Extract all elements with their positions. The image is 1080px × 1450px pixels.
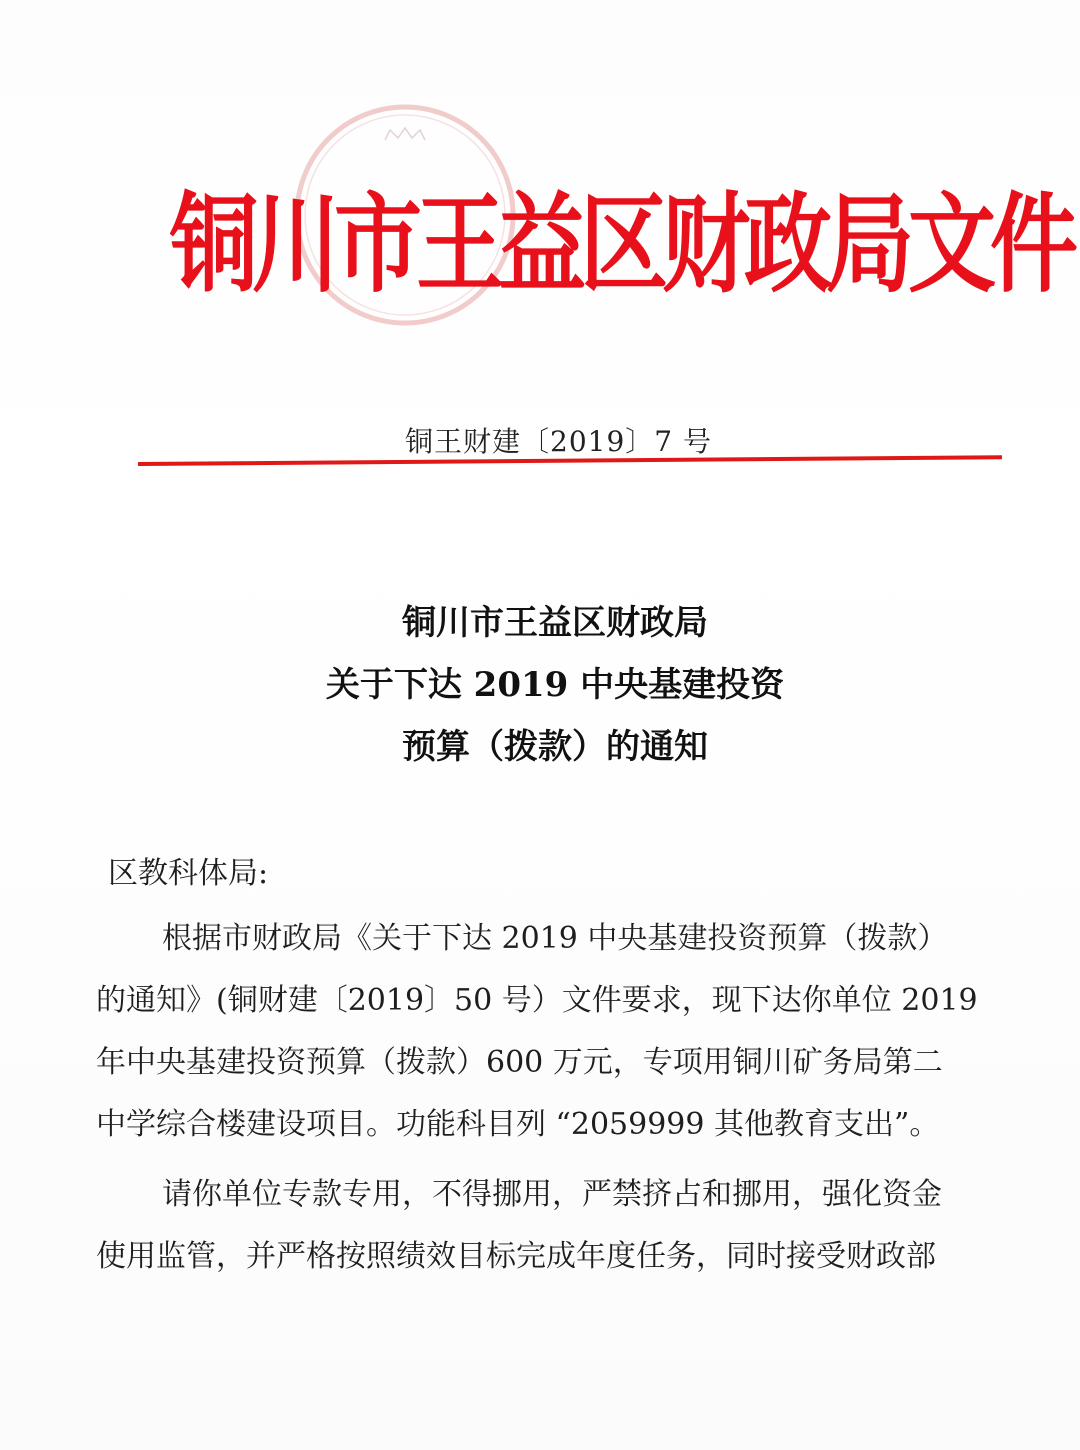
- recipient-salutation: 区教科体局:: [108, 856, 269, 891]
- paragraph-2-line-2: 使用监管，并严格按照绩效目标完成年度任务，同时接受财政部: [96, 1239, 936, 1274]
- paragraph-2-line-1: 请你单位专款专用，不得挪用，严禁挤占和挪用，强化资金: [162, 1177, 942, 1212]
- document-number: 铜王财建〔2019〕7 号: [405, 425, 712, 458]
- notice-title-line-2: 关于下达 2019 中央基建投资: [325, 665, 785, 705]
- document-header-title: 铜川市王益区财政局文件: [170, 181, 1073, 308]
- notice-title: [0, 592, 1080, 778]
- paragraph-1-line-4: 中学综合楼建设项目。功能科目列 “2059999 其他教育支出”。: [96, 1107, 940, 1142]
- paragraph-1-line-3: 年中央基建投资预算（拨款）600 万元，专项用铜川矿务局第二: [96, 1045, 943, 1080]
- paragraph-1-line-1: 根据市财政局《关于下达 2019 中央基建投资预算（拨款）: [162, 921, 948, 956]
- paragraph-1-line-2: 的通知》(铜财建〔2019〕50 号）文件要求，现下达你单位 2019: [96, 983, 978, 1018]
- notice-title-line-3: 预算（拨款）的通知: [402, 727, 708, 767]
- notice-title-line-1: 铜川市王益区财政局: [402, 603, 708, 643]
- notice-body: [96, 908, 1016, 1288]
